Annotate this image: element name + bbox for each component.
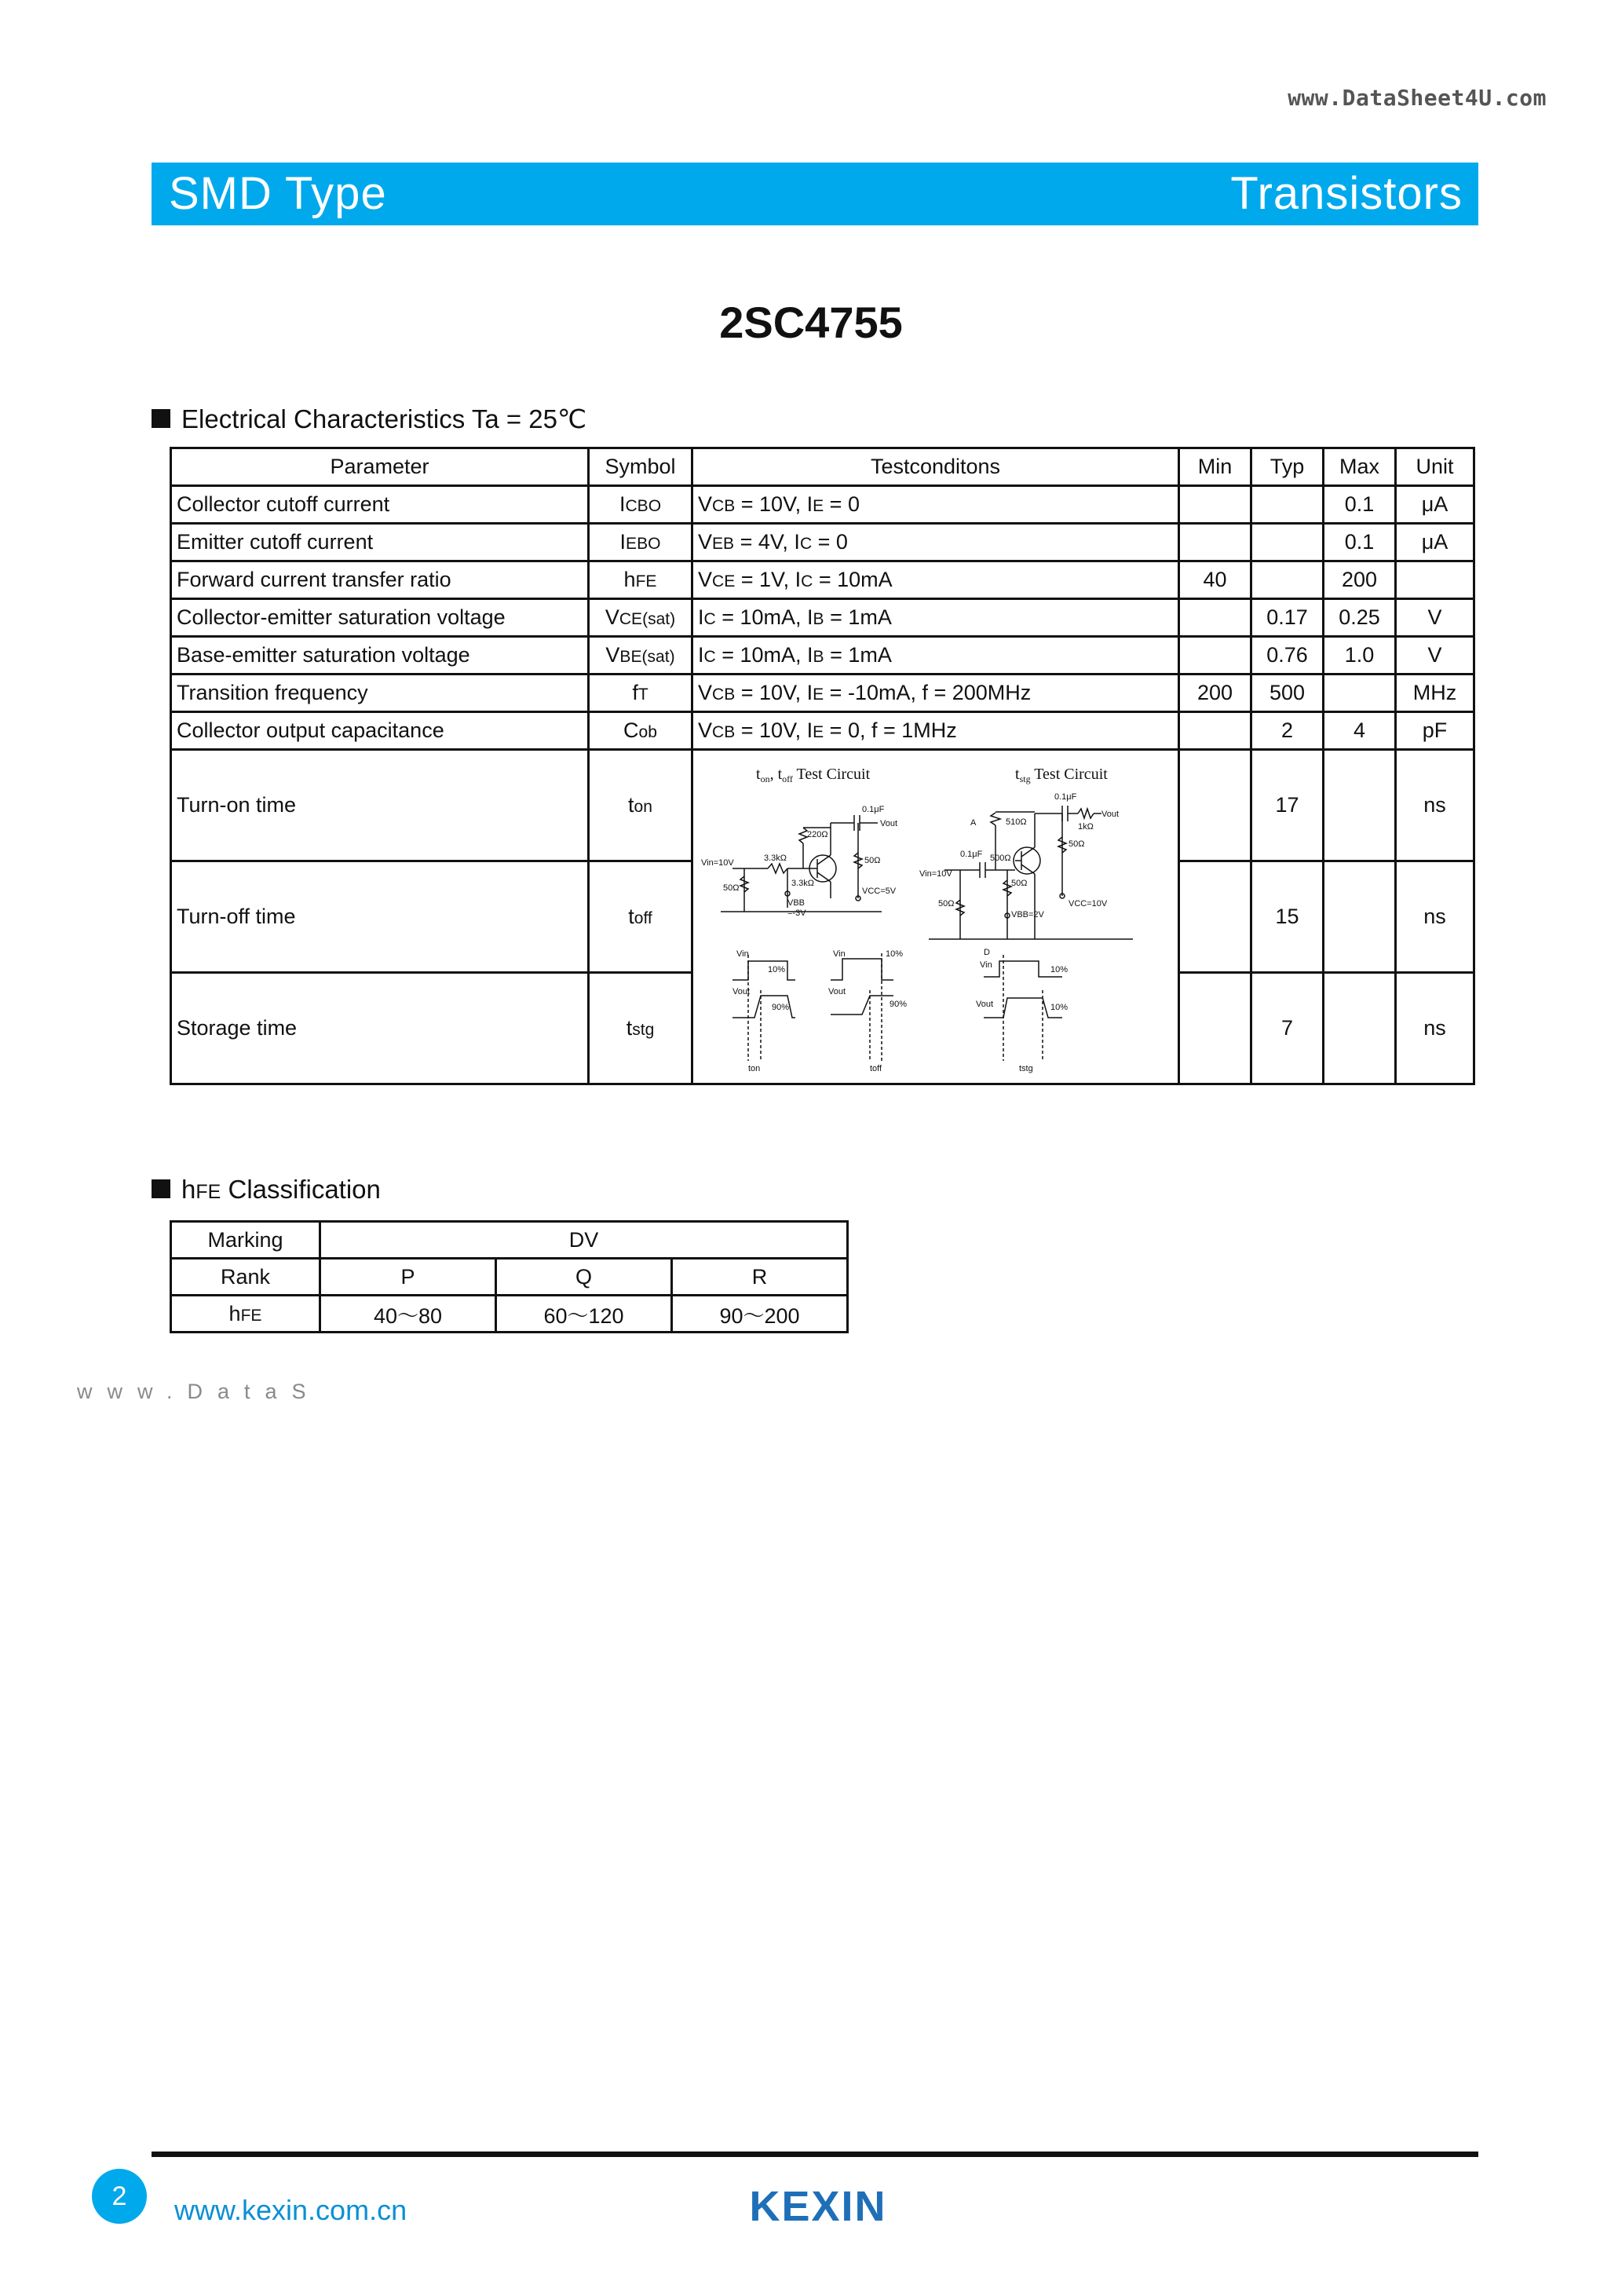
r-r510-label: 510Ω bbox=[1006, 817, 1027, 827]
w-vout1-label: Vout bbox=[732, 987, 751, 996]
unit-cell: pF bbox=[1396, 712, 1474, 750]
min-cell bbox=[1179, 750, 1251, 861]
condition-cell bbox=[692, 486, 1179, 524]
max-cell bbox=[1324, 675, 1396, 712]
w-90a-label: 90% bbox=[772, 1003, 790, 1012]
cond-sub: C bbox=[703, 648, 716, 666]
header-cell: Parameter bbox=[171, 448, 589, 486]
left-circuit bbox=[721, 815, 882, 912]
condition-cell bbox=[692, 524, 1179, 561]
banner-category-label: Transistors bbox=[1230, 168, 1463, 219]
symbol-cell bbox=[589, 561, 692, 599]
kexin-logo-icon bbox=[728, 2183, 908, 2230]
w-ton-label: ton bbox=[748, 1064, 761, 1073]
banner-type-label: SMD Type bbox=[169, 168, 387, 219]
table-row bbox=[171, 750, 1474, 861]
cond-text: = 0, f = 1MHz bbox=[824, 718, 957, 742]
w-toff-label: toff bbox=[870, 1064, 882, 1073]
cond-var: V bbox=[698, 530, 713, 554]
marking-label-cell: Marking bbox=[171, 1222, 320, 1259]
cond-text: = 10mA bbox=[813, 568, 893, 591]
typ-cell: 2 bbox=[1251, 712, 1324, 750]
cond-text: = 10V, bbox=[735, 681, 807, 704]
hfe-label-cell bbox=[171, 1296, 320, 1333]
param-cell: Collector output capacitance bbox=[171, 712, 589, 750]
l-r33-label: 3.3kΩ bbox=[764, 854, 787, 863]
max-cell: 200 bbox=[1324, 561, 1396, 599]
param-cell: Collector-emitter saturation voltage bbox=[171, 599, 589, 637]
cond-sub: B bbox=[813, 648, 824, 666]
cond-text: = -10mA, f = 200MHz bbox=[824, 681, 1032, 704]
logo-text: KEXIN bbox=[749, 2183, 887, 2230]
min-cell bbox=[1179, 599, 1251, 637]
table-row bbox=[171, 712, 1474, 750]
electrical-characteristics-table bbox=[170, 447, 1475, 1085]
cond-text: = 10V, bbox=[735, 718, 807, 742]
header-banner bbox=[152, 163, 1478, 225]
table-row bbox=[171, 599, 1474, 637]
unit-cell: ns bbox=[1396, 861, 1474, 973]
cond-text: = 1V, bbox=[735, 568, 795, 591]
condition-cell bbox=[692, 712, 1179, 750]
symbol-sub: on bbox=[634, 798, 652, 816]
l-cap-label: 0.1μF bbox=[862, 805, 885, 814]
hfe-range-cell: 90～200 bbox=[672, 1296, 848, 1333]
min-cell: 40 bbox=[1179, 561, 1251, 599]
circuit-title-on-off: $t_{on}$, $t_{off}$ Test Circuit bbox=[756, 766, 871, 784]
bullet-square-icon bbox=[152, 409, 170, 428]
table-row bbox=[171, 486, 1474, 524]
l-r50b-label: 50Ω bbox=[723, 883, 740, 893]
cond-var: I bbox=[698, 605, 704, 629]
cond-var: V bbox=[698, 718, 713, 742]
w-d-label: D bbox=[984, 948, 990, 957]
unit-cell: V bbox=[1396, 637, 1474, 675]
cond-var: I bbox=[806, 718, 813, 742]
cond-sub: CE bbox=[712, 572, 736, 590]
unit-cell: ns bbox=[1396, 750, 1474, 861]
min-cell bbox=[1179, 861, 1251, 973]
cond-var: V bbox=[698, 681, 713, 704]
table-header-row bbox=[171, 448, 1474, 486]
symbol-sub: CBO bbox=[625, 497, 662, 515]
table-body bbox=[171, 486, 1474, 750]
rank-label-cell: Rank bbox=[171, 1259, 320, 1296]
cond-text: = 1mA bbox=[824, 605, 892, 629]
symbol-cell bbox=[589, 599, 692, 637]
unit-cell: μA bbox=[1396, 524, 1474, 561]
param-cell: Transition frequency bbox=[171, 675, 589, 712]
r-r50a-label: 50Ω bbox=[1069, 839, 1085, 849]
header-cell: Testconditons bbox=[692, 448, 1179, 486]
hfe-range-cell: 40～80 bbox=[320, 1296, 496, 1333]
watermark-site-link[interactable]: www.DataSheet4U.com bbox=[1288, 85, 1547, 111]
cond-sub: C bbox=[801, 572, 813, 590]
page-number-badge: 2 bbox=[92, 2169, 147, 2224]
rank-cell: Q bbox=[496, 1259, 672, 1296]
section-title-sub: FE bbox=[195, 1181, 221, 1203]
symbol-main: t bbox=[628, 793, 634, 817]
typ-cell: 0.76 bbox=[1251, 637, 1324, 675]
table-row bbox=[171, 675, 1474, 712]
cond-text: = 0 bbox=[824, 492, 860, 516]
typ-cell bbox=[1251, 486, 1324, 524]
watermark-text: www.DataS bbox=[77, 1380, 321, 1403]
r-vout-label: Vout bbox=[1101, 810, 1120, 819]
w-10a-label: 10% bbox=[768, 965, 786, 974]
w-10d-label: 10% bbox=[1050, 1003, 1069, 1012]
min-cell bbox=[1179, 712, 1251, 750]
l-vcc-label: VCC=5V bbox=[862, 887, 897, 896]
kexin-logo bbox=[728, 2183, 908, 2234]
max-cell bbox=[1324, 861, 1396, 973]
l-vout-label: Vout bbox=[880, 819, 898, 828]
r-a-label: A bbox=[970, 818, 977, 828]
symbol-cell bbox=[589, 637, 692, 675]
hfe-h: h bbox=[228, 1301, 241, 1325]
symbol-cell bbox=[589, 675, 692, 712]
w-vin3-label: Vin bbox=[980, 960, 992, 970]
max-cell: 1.0 bbox=[1324, 637, 1396, 675]
typ-cell bbox=[1251, 561, 1324, 599]
r-vbb-label: VBB=2V bbox=[1011, 910, 1044, 919]
cond-text: = 0 bbox=[812, 530, 848, 554]
table-row bbox=[171, 1222, 848, 1259]
rank-cell: P bbox=[320, 1259, 496, 1296]
cond-var: I bbox=[795, 568, 802, 591]
cond-sub: C bbox=[703, 610, 716, 628]
param-cell: Forward current transfer ratio bbox=[171, 561, 589, 599]
cond-text: = 10mA, bbox=[715, 643, 808, 667]
typ-cell: 500 bbox=[1251, 675, 1324, 712]
r-vcc-label: VCC=10V bbox=[1069, 899, 1108, 909]
header-cell: Symbol bbox=[589, 448, 692, 486]
table-row bbox=[171, 1259, 848, 1296]
condition-cell bbox=[692, 561, 1179, 599]
r-cap-label: 0.1μF bbox=[1054, 792, 1077, 802]
max-cell: 0.1 bbox=[1324, 486, 1396, 524]
cond-text: = 10mA, bbox=[715, 605, 808, 629]
cond-sub: CB bbox=[712, 723, 736, 741]
r-r500-label: 500Ω bbox=[990, 854, 1011, 863]
table-row bbox=[171, 561, 1474, 599]
param-cell: Turn-on time bbox=[171, 750, 589, 861]
min-cell: 200 bbox=[1179, 675, 1251, 712]
cond-sub: E bbox=[813, 497, 824, 515]
symbol-cell bbox=[589, 524, 692, 561]
symbol-cell bbox=[589, 973, 692, 1084]
symbol-sub: T bbox=[637, 686, 648, 704]
section-title-h: h bbox=[181, 1175, 196, 1204]
symbol-main: t bbox=[626, 1016, 633, 1040]
max-cell: 0.1 bbox=[1324, 524, 1396, 561]
header-cell: Max bbox=[1324, 448, 1396, 486]
symbol-sub: EBO bbox=[626, 535, 661, 553]
hfe-classification-table bbox=[170, 1220, 849, 1333]
table-row bbox=[171, 1296, 848, 1333]
cond-sub: CB bbox=[712, 497, 736, 515]
l-vbb-val-label: =-3V bbox=[787, 909, 806, 918]
symbol-sub: CE(sat) bbox=[619, 610, 676, 628]
typ-cell: 7 bbox=[1251, 973, 1324, 1084]
footer-website-link[interactable]: www.kexin.com.cn bbox=[174, 2194, 407, 2226]
cond-text: = 4V, bbox=[734, 530, 795, 554]
symbol-main: I bbox=[619, 492, 626, 516]
symbol-sub: ob bbox=[638, 723, 657, 741]
test-circuit-cell bbox=[692, 750, 1179, 1084]
l-vin-label: Vin=10V bbox=[701, 858, 734, 868]
l-vbb-label: VBB bbox=[787, 898, 806, 908]
symbol-main: h bbox=[623, 568, 636, 591]
r-cap2-label: 0.1μF bbox=[960, 850, 983, 859]
cond-sub: E bbox=[813, 686, 824, 704]
typ-cell: 17 bbox=[1251, 750, 1324, 861]
rank-cell: R bbox=[672, 1259, 848, 1296]
r-r50c-label: 50Ω bbox=[938, 899, 955, 909]
param-cell: Base-emitter saturation voltage bbox=[171, 637, 589, 675]
cond-var: V bbox=[698, 568, 713, 591]
min-cell bbox=[1179, 973, 1251, 1084]
l-r220-label: 220Ω bbox=[807, 830, 828, 839]
cond-var: I bbox=[807, 605, 813, 629]
footer-divider bbox=[152, 2152, 1478, 2157]
param-cell: Turn-off time bbox=[171, 861, 589, 973]
min-cell bbox=[1179, 486, 1251, 524]
symbol-cell bbox=[589, 750, 692, 861]
unit-cell: MHz bbox=[1396, 675, 1474, 712]
w-90b-label: 90% bbox=[890, 1000, 908, 1009]
max-cell: 4 bbox=[1324, 712, 1396, 750]
typ-cell bbox=[1251, 524, 1324, 561]
w-vin2-label: Vin bbox=[833, 949, 846, 959]
symbol-main: C bbox=[623, 718, 639, 742]
symbol-sub: stg bbox=[632, 1021, 655, 1039]
w-10c-label: 10% bbox=[1050, 965, 1069, 974]
section-heading-electrical bbox=[152, 404, 586, 434]
param-cell: Emitter cutoff current bbox=[171, 524, 589, 561]
w-vin1-label: Vin bbox=[736, 949, 749, 959]
max-cell bbox=[1324, 750, 1396, 861]
w-vout3-label: Vout bbox=[976, 1000, 994, 1009]
typ-cell: 0.17 bbox=[1251, 599, 1324, 637]
header-cell: Min bbox=[1179, 448, 1251, 486]
condition-cell bbox=[692, 675, 1179, 712]
param-cell: Storage time bbox=[171, 973, 589, 1084]
max-cell bbox=[1324, 973, 1396, 1084]
symbol-main: f bbox=[632, 681, 638, 704]
cond-var: I bbox=[698, 643, 704, 667]
symbol-main: I bbox=[619, 530, 627, 554]
header-cell: Unit bbox=[1396, 448, 1474, 486]
unit-cell bbox=[1396, 561, 1474, 599]
cond-sub: B bbox=[813, 610, 824, 628]
cond-text: = 10V, bbox=[735, 492, 807, 516]
unit-cell: ns bbox=[1396, 973, 1474, 1084]
w-tstg-label: tstg bbox=[1019, 1064, 1033, 1073]
hfe-sub: FE bbox=[240, 1306, 262, 1325]
symbol-cell bbox=[589, 712, 692, 750]
test-circuit-diagram bbox=[693, 751, 1177, 1079]
min-cell bbox=[1179, 524, 1251, 561]
symbol-cell bbox=[589, 861, 692, 973]
header-cell: Typ bbox=[1251, 448, 1324, 486]
cond-var: I bbox=[807, 643, 813, 667]
circuit-title-stg: $t_{stg}$ Test Circuit bbox=[1015, 766, 1108, 784]
w-10b-label: 10% bbox=[886, 949, 904, 959]
symbol-sub: off bbox=[634, 909, 652, 927]
cond-var: I bbox=[794, 530, 800, 554]
min-cell bbox=[1179, 637, 1251, 675]
cond-sub: CB bbox=[712, 686, 736, 704]
condition-cell bbox=[692, 637, 1179, 675]
l-r33b-label: 3.3kΩ bbox=[791, 879, 815, 888]
cond-sub: C bbox=[799, 535, 813, 553]
bullet-square-icon bbox=[152, 1179, 170, 1198]
section-title-rest: Classification bbox=[221, 1175, 381, 1204]
cond-text: = 1mA bbox=[824, 643, 892, 667]
symbol-main: V bbox=[605, 643, 620, 667]
unit-cell: V bbox=[1396, 599, 1474, 637]
symbol-sub: BE(sat) bbox=[619, 648, 675, 666]
max-cell: 0.25 bbox=[1324, 599, 1396, 637]
param-cell: Collector cutoff current bbox=[171, 486, 589, 524]
cond-sub: E bbox=[813, 723, 824, 741]
part-number-title: 2SC4755 bbox=[719, 298, 903, 347]
cond-var: V bbox=[698, 492, 713, 516]
table-row bbox=[171, 637, 1474, 675]
r-1k-label: 1kΩ bbox=[1078, 822, 1094, 832]
r-vin-label: Vin=10V bbox=[919, 869, 952, 879]
table-row bbox=[171, 524, 1474, 561]
r-r50b-label: 50Ω bbox=[1011, 879, 1028, 888]
section-heading-hfe bbox=[152, 1175, 381, 1205]
section-title: Electrical Characteristics Ta = 25℃ bbox=[181, 404, 587, 433]
condition-cell bbox=[692, 599, 1179, 637]
w-vout2-label: Vout bbox=[828, 987, 846, 996]
marking-value-cell: DV bbox=[320, 1222, 848, 1259]
cond-sub: EB bbox=[712, 535, 735, 553]
typ-cell: 15 bbox=[1251, 861, 1324, 973]
symbol-main: t bbox=[628, 905, 634, 928]
cond-var: I bbox=[806, 492, 813, 516]
unit-cell: μA bbox=[1396, 486, 1474, 524]
symbol-sub: FE bbox=[635, 572, 657, 590]
hfe-range-cell: 60～120 bbox=[496, 1296, 672, 1333]
cond-var: I bbox=[806, 681, 813, 704]
symbol-main: V bbox=[605, 605, 619, 629]
l-r50a-label: 50Ω bbox=[864, 856, 881, 865]
symbol-cell bbox=[589, 486, 692, 524]
